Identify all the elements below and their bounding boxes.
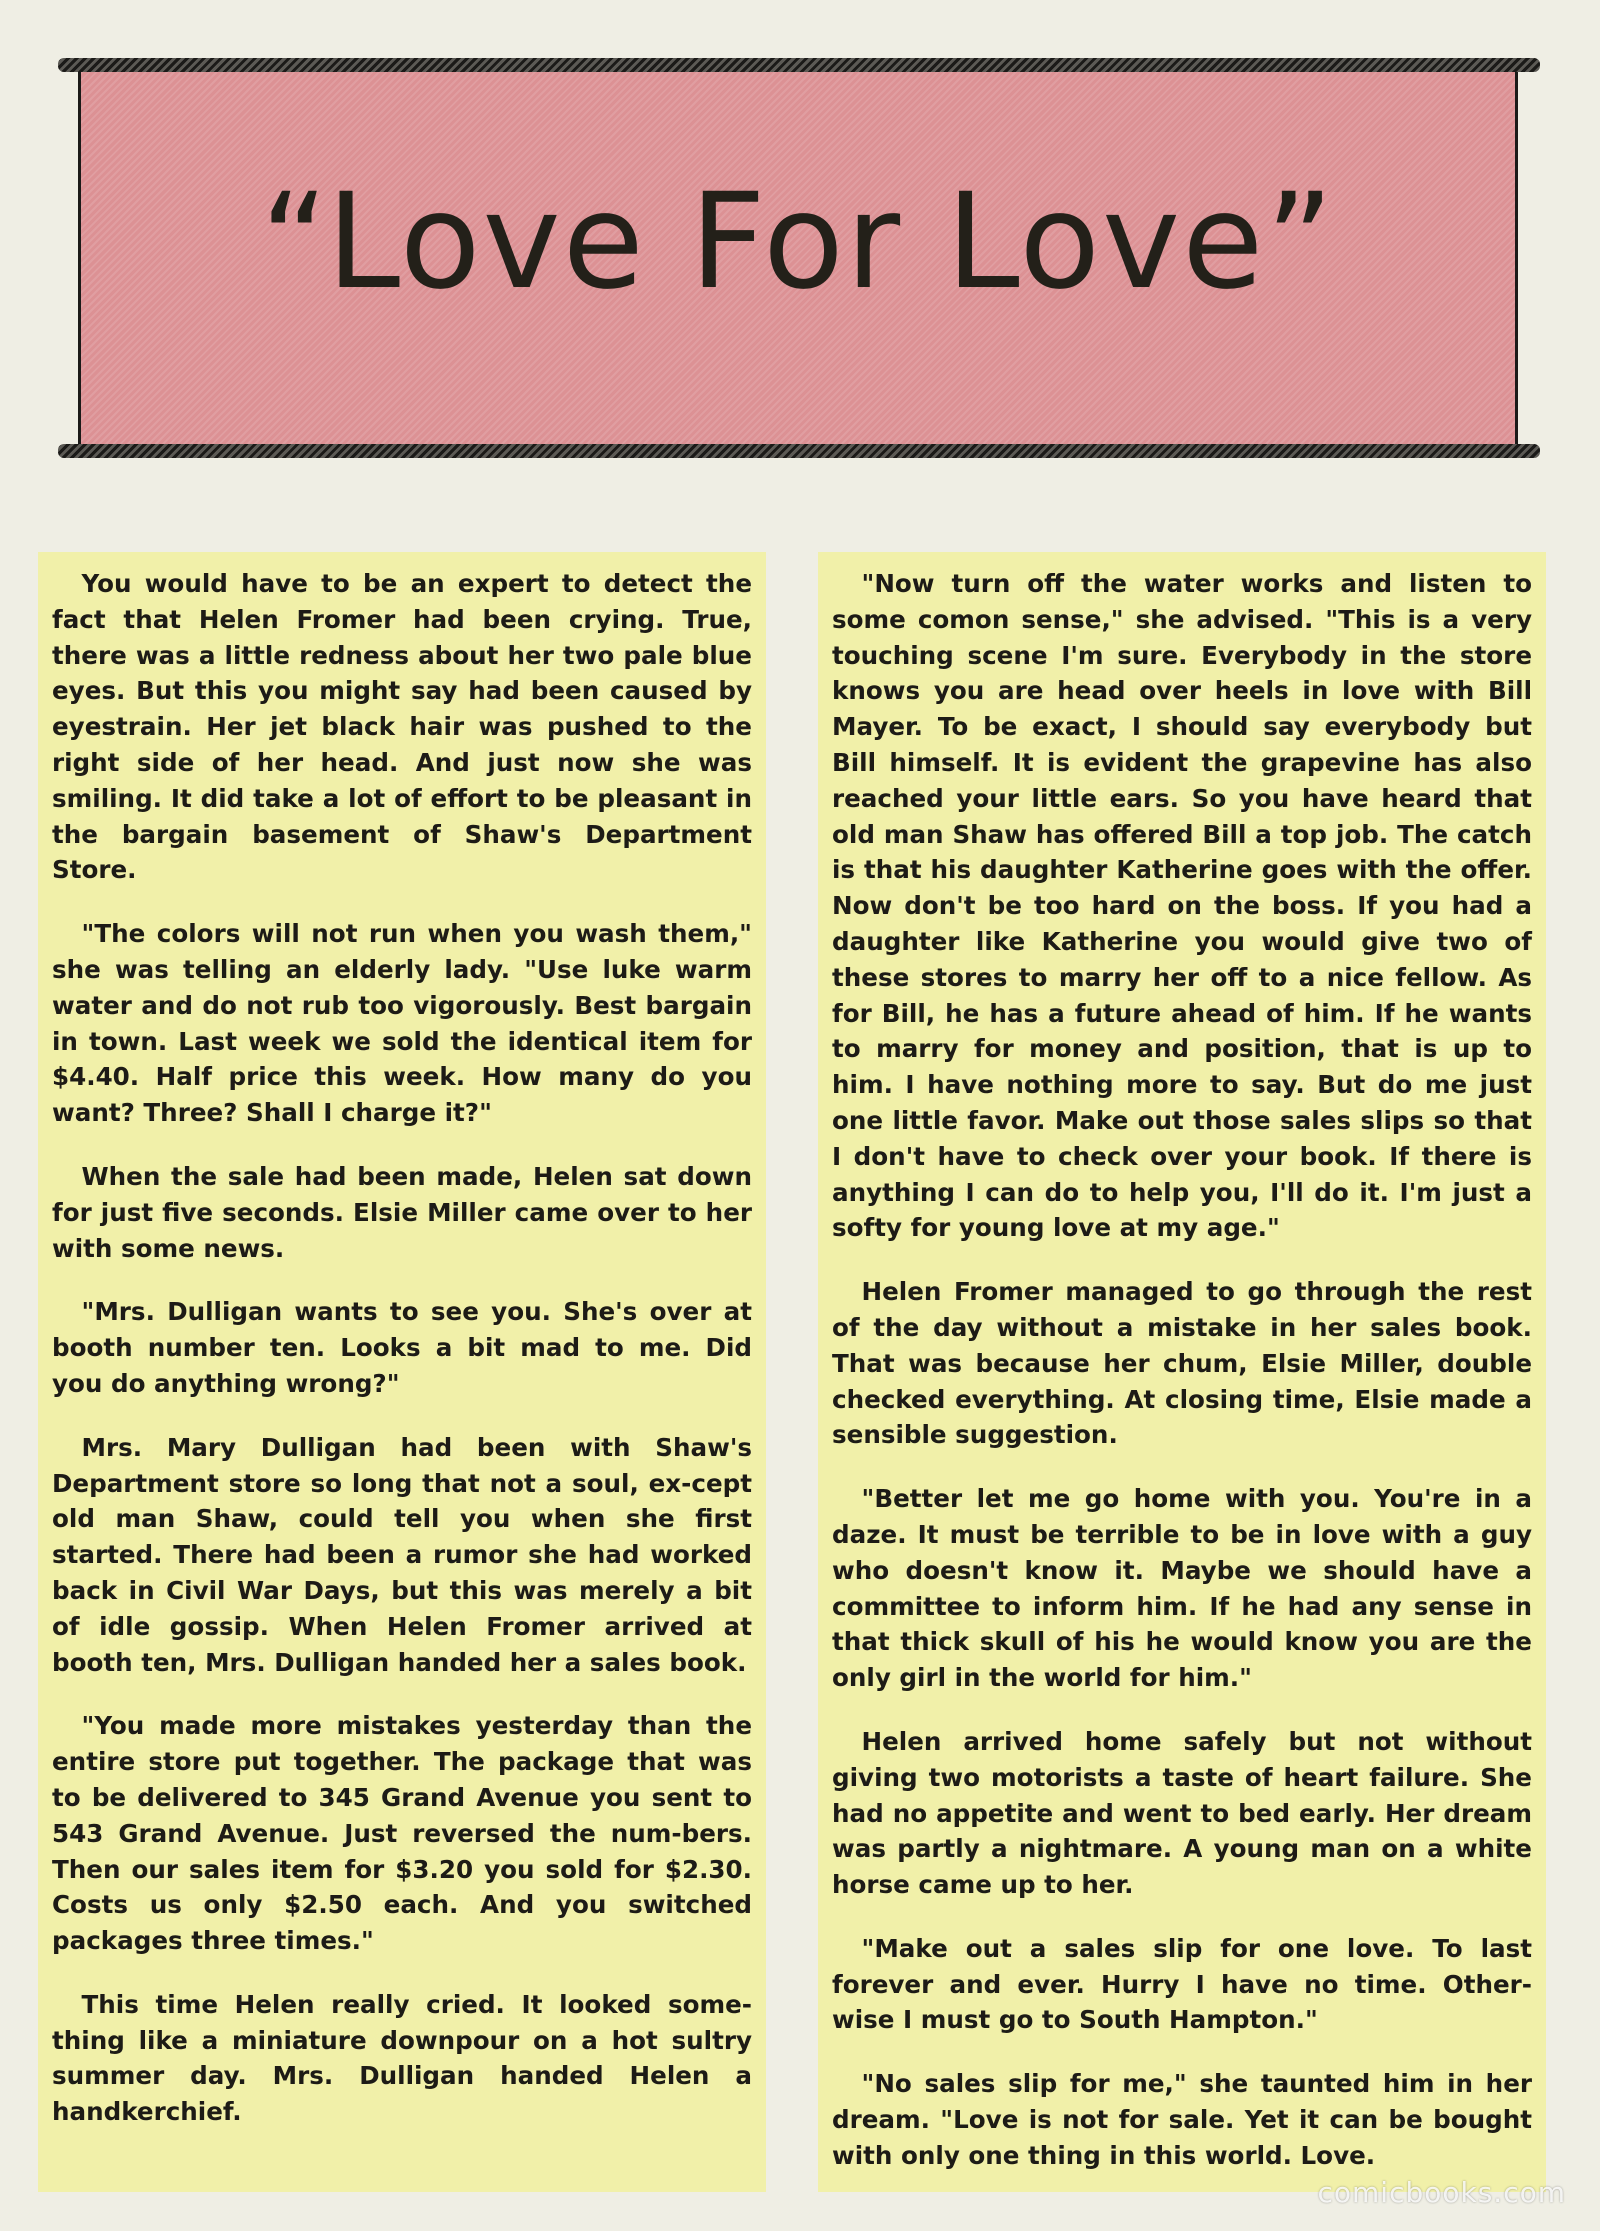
paragraph: "The colors will not run when you wash them," she was telling an elderly lady. "Use luke warm water and do not rub too vigorously. Best bargain in town. Last week we sold the identical item for $4.40. Half price this week. How many do you want? Three? Shall I charge it?"	[52, 919, 752, 1128]
paragraph: Helen arrived home safely but not without giving two motorists a taste of heart failure. She had no appetite and went to bed early. Her dream was partly a nightmare. A young man on a white horse came up to her.	[832, 1726, 1532, 1900]
banner-bottom-rope	[58, 444, 1540, 458]
paragraph: This time Helen really cried. It looked some-thing like a miniature downpour on a hot sultry summer day. Mrs. Dulligan handed Helen a handkerchief.	[52, 1989, 752, 2127]
story-title: “Love For Love”	[260, 165, 1336, 319]
banner-panel	[78, 72, 1518, 444]
paragraph: You would have to be an expert to detect the fact that Helen Fromer had been crying. True, there was a little redness about her two pale blue eyes. But this you might say had been caused by eyestrain. Her jet black hair was pushed to the right side of her head. And just now she was smiling. It did take a lot of effort to be pleasant in the bargain basement of Shaw's Department Store.	[52, 569, 752, 885]
title-banner	[58, 58, 1540, 458]
left-text-column	[38, 552, 766, 2192]
paragraph: Mrs. Mary Dulligan had been with Shaw's Department store so long that not a soul, ex-cept old man Shaw, could tell you when she first started. There had been a rumor she had worked back in Civil War Days, but this was merely a bit of idle gossip. When Helen Fromer arrived at booth ten, Mrs. Dulligan handed her a sales book.	[52, 1432, 752, 1677]
paragraph: "You made more mistakes yesterday than the entire store put together. The package that was to be delivered to 345 Grand Avenue you sent to 543 Grand Avenue. Just reversed the num-bers. Then our sales item for $3.20 you sold for $2.30. Costs us only $2.50 each. And you switched packages three times."	[52, 1711, 752, 1956]
site-watermark: comicbooks.com	[1317, 2176, 1566, 2209]
paragraph: "Better let me go home with you. You're in a daze. It must be terrible to be in love with a guy who doesn't know it. Maybe we should have a committee to inform him. If he had any sense in that thick skull of his he would know you are the only girl in the world for him."	[832, 1484, 1532, 1693]
banner-top-rope	[58, 58, 1540, 72]
right-text-column	[818, 552, 1546, 2192]
paragraph: When the sale had been made, Helen sat down for just five seconds. Elsie Miller came over to her with some news.	[52, 1161, 752, 1263]
paragraph: "Now turn off the water works and listen to some comon sense," she advised. "This is a very touching scene I'm sure. Everybody in the store knows you are head over heels in love with Bill Mayer. To be exact, I should say everybody but Bill himself. It is evident the grapevine has also reached your little ears. So you have heard that old man Shaw has offered Bill a top job. The catch is that his daughter Katherine goes with the offer. Now don't be too hard on the boss. If you had a daughter like Katherine you would give two of these stores to marry her off to a nice fellow. As for Bill, he has a future ahead of him. If he wants to marry for money and position, that is up to him. I have nothing more to say. But do me just one little favor. Make out those sales slips so that I don't have to check over your book. If there is anything I can do to help you, I'll do it. I'm just a softy for young love at my age."	[832, 569, 1532, 1243]
paragraph: "Make out a sales slip for one love. To last forever and ever. Hurry I have no time. Other-wise I must go to South Hampton."	[832, 1933, 1532, 2035]
paragraph: Helen Fromer managed to go through the rest of the day without a mistake in her sales book. That was because her chum, Elsie Miller, double checked everything. At closing time, Elsie made a sensible suggestion.	[832, 1277, 1532, 1450]
paragraph: "Mrs. Dulligan wants to see you. She's over at booth number ten. Looks a bit mad to me. Did you do anything wrong?"	[52, 1297, 752, 1398]
paragraph: "No sales slip for me," she taunted him in her dream. "Love is not for sale. Yet it can be bought with only one thing in this world. Love.	[832, 2069, 1532, 2170]
